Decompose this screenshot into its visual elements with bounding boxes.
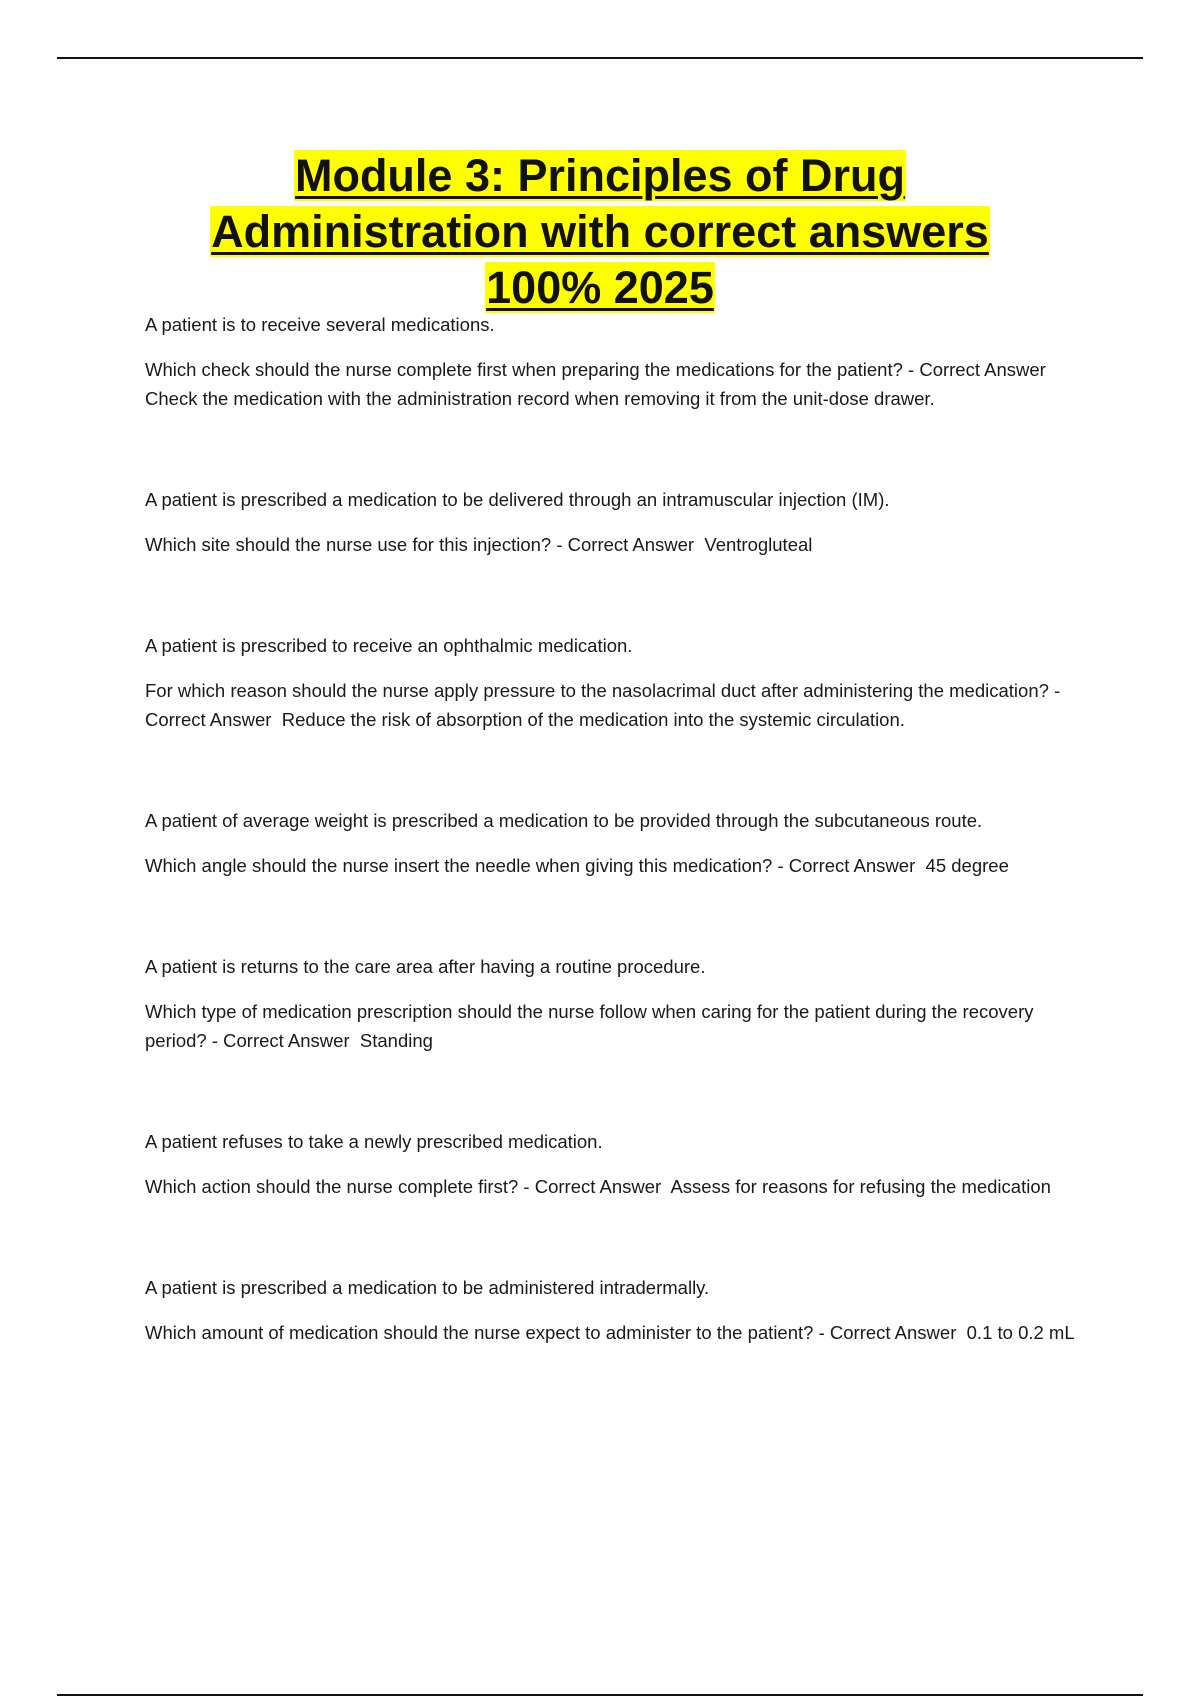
answer-label: - Correct Answer xyxy=(908,359,1046,380)
qa-item xyxy=(145,806,1085,880)
question-stem: A patient is returns to the care area after having a routine procedure. xyxy=(145,956,706,977)
qa-item xyxy=(145,952,1085,1055)
header-rule xyxy=(57,57,1143,59)
question-text: Which amount of medication should the nurse expect to administer to the patient? - Correct Answer 0.1 to 0.2 mL xyxy=(145,1322,1075,1343)
question-stem: A patient of average weight is prescribed a medication to be provided through the subcutaneous route. xyxy=(145,810,983,831)
answer-label: - Correct Answer xyxy=(818,1322,957,1343)
question-stem: A patient is prescribed to receive an ophthalmic medication. xyxy=(145,635,633,656)
document-title xyxy=(100,148,1100,316)
correct-answer: 45 degree xyxy=(925,855,1009,876)
question-text: Which angle should the nurse insert the needle when giving this medication? - Correct Answer 45 degree xyxy=(145,855,1009,876)
question-text: For which reason should the nurse apply pressure to the nasolacrimal duct after administering the medication? - Correct Answer Reduce the risk of absorption of the medication into the systemic circulation. xyxy=(145,680,1061,730)
question-stem: A patient is to receive several medications. xyxy=(145,314,495,335)
question-text: Which check should the nurse complete first when preparing the medications for the patient? - Correct Answer Check the medication with the administration record when removing it from the unit-dose drawer. xyxy=(145,359,1046,409)
title-line-3: 100% 2025 xyxy=(486,262,714,313)
question-text: Which type of medication prescription should the nurse follow when caring for the patient during the recovery period? - Correct Answer Standing xyxy=(145,1001,1034,1051)
qa-item xyxy=(145,485,1085,559)
title-line-2: Administration with correct answers xyxy=(211,206,989,257)
qa-item xyxy=(145,310,1085,413)
correct-answer: Ventrogluteal xyxy=(704,534,813,555)
answer-label: - Correct Answer xyxy=(211,1030,350,1051)
correct-answer: 0.1 to 0.2 mL xyxy=(966,1322,1075,1343)
correct-answer: Check the medication with the administration record when removing it from the unit-dose drawer. xyxy=(145,388,935,409)
correct-answer: Reduce the risk of absorption of the medication into the systemic circulation. xyxy=(281,709,905,730)
question-stem: A patient refuses to take a newly prescribed medication. xyxy=(145,1131,603,1152)
title-line-1: Module 3: Principles of Drug xyxy=(294,150,906,201)
answer-label: - Correct Answer xyxy=(556,534,695,555)
answer-label: - Correct Answer xyxy=(145,680,1061,730)
correct-answer: Standing xyxy=(359,1030,433,1051)
qa-item xyxy=(145,1127,1085,1201)
question-list xyxy=(145,310,1085,1419)
correct-answer: Assess for reasons for refusing the medication xyxy=(670,1176,1051,1197)
question-stem: A patient is prescribed a medication to be administered intradermally. xyxy=(145,1277,710,1298)
question-text: Which action should the nurse complete first? - Correct Answer Assess for reasons for refusing the medication xyxy=(145,1176,1051,1197)
qa-item xyxy=(145,631,1085,734)
qa-item xyxy=(145,1273,1085,1347)
footer-rule xyxy=(57,1694,1143,1696)
answer-label: - Correct Answer xyxy=(523,1176,662,1197)
question-text: Which site should the nurse use for this injection? - Correct Answer Ventrogluteal xyxy=(145,534,813,555)
answer-label: - Correct Answer xyxy=(777,855,916,876)
question-stem: A patient is prescribed a medication to be delivered through an intramuscular injection (IM). xyxy=(145,489,890,510)
